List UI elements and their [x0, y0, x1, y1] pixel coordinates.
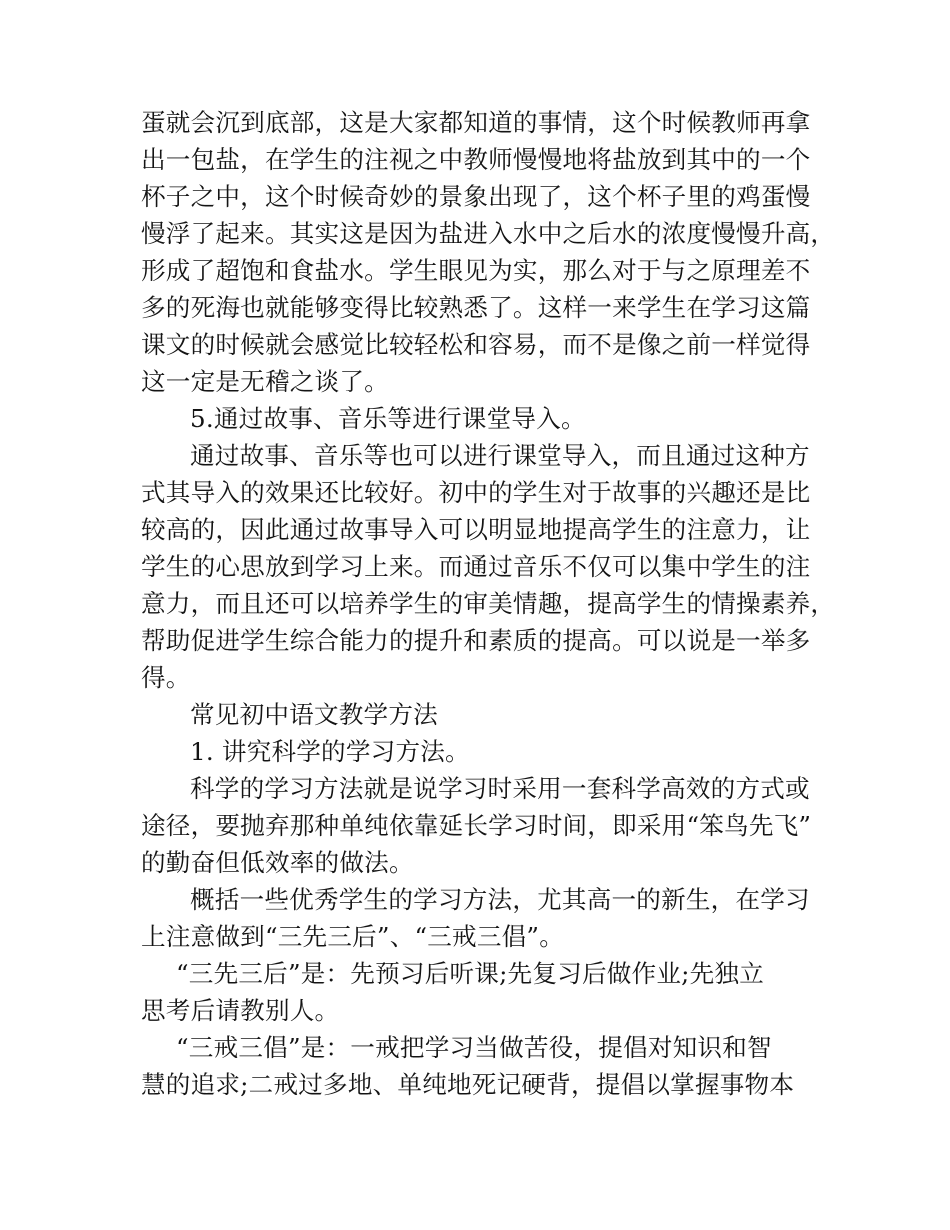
text-line: 这一定是无稽之谈了。	[141, 367, 389, 396]
paragraph-start: “三戒三倡”是：一戒把学习当做苦役，提倡对知识和智	[176, 1033, 772, 1062]
text-line: 杯子之中，这个时候奇妙的景象出现了，这个杯子里的鸡蛋慢	[141, 182, 811, 211]
text-line: 途径，要抛弃那种单纯依靠延长学习时间，即采用“笨鸟先飞”	[141, 811, 812, 840]
text-line: 多的死海也就能够变得比较熟悉了。这样一来学生在学习这篇	[141, 293, 811, 322]
text-line: 较高的，因此通过故事导入可以明显地提高学生的注意力，让	[141, 515, 811, 544]
text-line: 形成了超饱和食盐水。学生眼见为实，那么对于与之原理差不	[141, 256, 811, 285]
text-line: 思考后请教别人。	[141, 996, 340, 1025]
paragraph-start: “三先三后”是：先预习后听课;先复习后做作业;先独立	[176, 959, 764, 988]
list-item-heading: 5.通过故事、音乐等进行课堂导入。	[190, 404, 586, 433]
text-line: 得。	[141, 663, 191, 692]
text-line: 的勤奋但低效率的做法。	[141, 848, 414, 877]
text-line: 意力，而且还可以培养学生的审美情趣，提高学生的情操素养，	[141, 589, 836, 618]
text-line: 出一包盐，在学生的注视之中教师慢慢地将盐放到其中的一个	[141, 145, 811, 174]
text-line: 慢浮了起来。其实这是因为盐进入水中之后水的浓度慢慢升高，	[141, 219, 836, 248]
paragraph-start: 概括一些优秀学生的学习方法，尤其高一的新生，在学习	[190, 885, 810, 914]
text-line: 帮助促进学生综合能力的提升和素质的提高。可以说是一举多	[141, 626, 811, 655]
paragraph-start: 科学的学习方法就是说学习时采用一套科学高效的方式或	[190, 774, 810, 803]
text-line: 上注意做到“三先三后”、“三戒三倡”。	[141, 922, 564, 951]
section-heading: 常见初中语文教学方法	[190, 700, 438, 729]
paragraph-start: 通过故事、音乐等也可以进行课堂导入，而且通过这种方	[190, 441, 810, 470]
list-item-heading: 1. 讲究科学的学习方法。	[190, 737, 470, 766]
text-line: 慧的追求;二戒过多地、单纯地死记硬背，提倡以掌握事物本	[141, 1070, 795, 1099]
text-line: 学生的心思放到学习上来。而通过音乐不仅可以集中学生的注	[141, 552, 811, 581]
text-line: 课文的时候就会感觉比较轻松和容易，而不是像之前一样觉得	[141, 330, 811, 359]
text-line: 式其导入的效果还比较好。初中的学生对于故事的兴趣还是比	[141, 478, 811, 507]
text-line: 蛋就会沉到底部，这是大家都知道的事情，这个时候教师再拿	[141, 108, 811, 137]
